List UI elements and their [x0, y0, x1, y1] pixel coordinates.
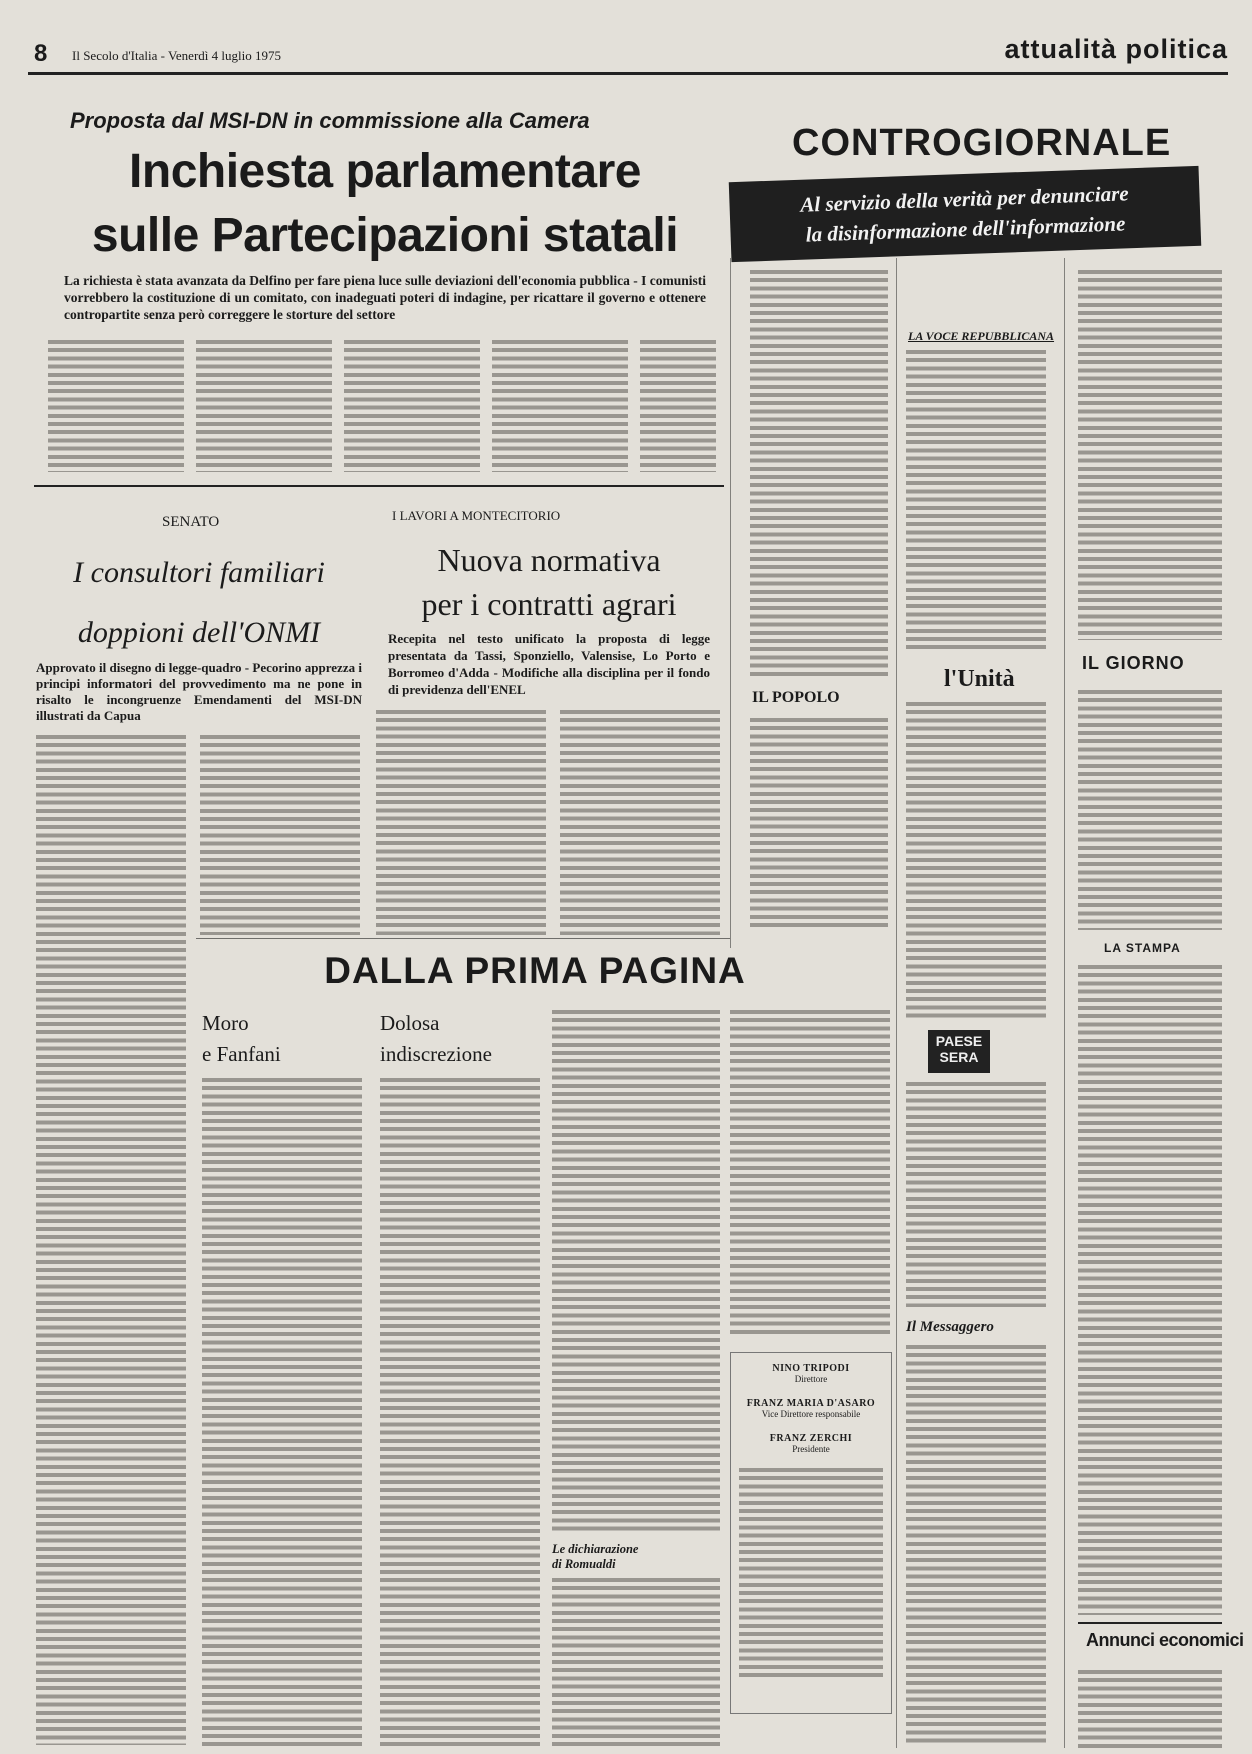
paese-line2: SERA: [939, 1049, 979, 1065]
dolosa-col: [380, 1078, 540, 1746]
vice-role: Vice Direttore responsabile: [761, 1409, 861, 1419]
publisher-name: FRANZ ZERCHI: [769, 1433, 853, 1444]
banner-line1: Al servizio della verità per denunciare: [799, 181, 1129, 217]
cg-col-3d: [1078, 1670, 1222, 1750]
lead-body-col-4: [492, 340, 628, 472]
cg-col-2c: [906, 1082, 1046, 1307]
cg-col-2b: [906, 702, 1046, 1020]
page-number: 8: [34, 40, 48, 67]
cg-col-2a: [906, 350, 1046, 650]
lead-headline-line2: sulle Partecipazioni statali: [91, 209, 679, 262]
paper-il-popolo: IL POPOLO: [752, 689, 840, 706]
dichiar-line1: Le dichiarazione: [552, 1542, 639, 1556]
moro-line2: e Fanfani: [202, 1042, 281, 1066]
paper-il-giorno: IL GIORNO: [1082, 653, 1185, 673]
staff-fineprint: [739, 1468, 883, 1678]
lead-body-col-3: [344, 340, 480, 472]
divider-right: [1064, 258, 1065, 1748]
divider-mid: [896, 258, 897, 1748]
prima-col-4: [730, 1010, 890, 1335]
prima-col-3a: [552, 1010, 720, 1535]
lead-bottom-rule: [34, 485, 724, 487]
moro-line1: Moro: [202, 1011, 249, 1035]
dichiarazione-romualdi-headline: [552, 1542, 722, 1572]
cg-col-1a: [750, 270, 888, 680]
masthead-line: Il Secolo d'Italia - Venerdì 4 luglio 1975: [72, 48, 281, 63]
dolosa-line2: indiscrezione: [380, 1042, 492, 1066]
cg-col-3b: [1078, 690, 1222, 930]
senato-headline-line1: I consultori familiari: [73, 556, 325, 589]
lead-deck: La richiesta è stata avanzata da Delfino per fare piena luce sulle deviazioni dell'economia pubblica - I comunisti vorrebbero la costituzione di un comitato, con inadeguati poteri di indagine, per ricattare il governo e ottenere contropartite senza però correggere le storture del settore: [64, 273, 706, 322]
senato-deck: Approvato il disegno di legge-quadro - Pecorino apprezza i principi informatori del provvedimento ma ne pone in risalto le incongruenze Emendamenti del MSI-DN illustrati da Capua: [36, 660, 362, 723]
prima-col-3b: [552, 1578, 720, 1746]
senato-col-1: [36, 735, 186, 1745]
moro-col: [202, 1078, 362, 1746]
dolosa-line1: Dolosa: [380, 1011, 440, 1035]
senato-label: SENATO: [162, 514, 220, 530]
staff-box: [730, 1352, 892, 1714]
dolosa-indiscrezione-headline: [380, 1008, 540, 1070]
dichiar-line2: di Romualdi: [552, 1557, 616, 1571]
paese-line1: PAESE: [935, 1033, 983, 1049]
cg-col-2d: [906, 1345, 1046, 1745]
prima-pagina-top-rule: [196, 938, 730, 939]
montecitorio-col-1: [376, 710, 546, 935]
paper-messaggero: Il Messaggero: [906, 1319, 994, 1335]
vice-name: FRANZ MARIA D'ASARO: [746, 1398, 876, 1409]
director-name: NINO TRIPODI: [772, 1363, 850, 1374]
controgiornale-banner: [729, 166, 1202, 262]
lead-kicker: Proposta dal MSI-DN in commissione alla Camera: [70, 108, 590, 133]
lead-headline-line1: Inchiesta parlamentare: [129, 145, 641, 198]
senato-col-2: [200, 735, 360, 935]
montecitorio-label: I LAVORI A MONTECITORIO: [392, 508, 561, 523]
montecitorio-headline-line2: per i contratti agrari: [421, 586, 677, 622]
senato-headline: [34, 543, 364, 663]
header-rule: [28, 72, 1228, 75]
annunci-rule: [1078, 1622, 1222, 1624]
senato-headline-line2: doppioni dell'ONMI: [77, 616, 321, 649]
lead-headline: [60, 140, 710, 268]
moro-fanfani-headline: [202, 1008, 342, 1070]
paper-voce-repubblicana: LA VOCE REPUBBLICANA: [908, 329, 1055, 343]
director-role: Direttore: [794, 1374, 828, 1384]
lead-body-col-1: [48, 340, 184, 472]
lead-body-col-5: [640, 340, 716, 472]
banner-line2: la disinformazione dell'informazione: [805, 211, 1126, 247]
lead-body-col-2: [196, 340, 332, 472]
cg-col-1b: [750, 718, 888, 928]
section-title: attualità politica: [1004, 34, 1228, 64]
cg-col-3c: [1078, 965, 1222, 1615]
publisher-role: Presidente: [792, 1444, 830, 1454]
montecitorio-col-2: [560, 710, 720, 935]
montecitorio-deck: Recepita nel testo unificato la proposta di legge presentata da Tassi, Sponziello, Valensise, Lo Porto e Borromeo d'Adda - Modifiche alla disciplina per il fondo di previdenza dell'ENEL: [388, 631, 710, 697]
paper-paese-sera: [928, 1030, 990, 1073]
paper-unita: l'Unità: [944, 666, 1015, 692]
montecitorio-headline: [384, 538, 714, 626]
dalla-prima-pagina-title: DALLA PRIMA PAGINA: [324, 950, 746, 991]
annunci-economici: Annunci economici: [1086, 1630, 1244, 1650]
montecitorio-headline-line1: Nuova normativa: [437, 542, 661, 578]
cg-col-3a: [1078, 270, 1222, 640]
controgiornale-title: CONTROGIORNALE: [792, 122, 1172, 164]
divider-left: [730, 258, 731, 948]
paper-la-stampa: LA STAMPA: [1104, 941, 1181, 955]
